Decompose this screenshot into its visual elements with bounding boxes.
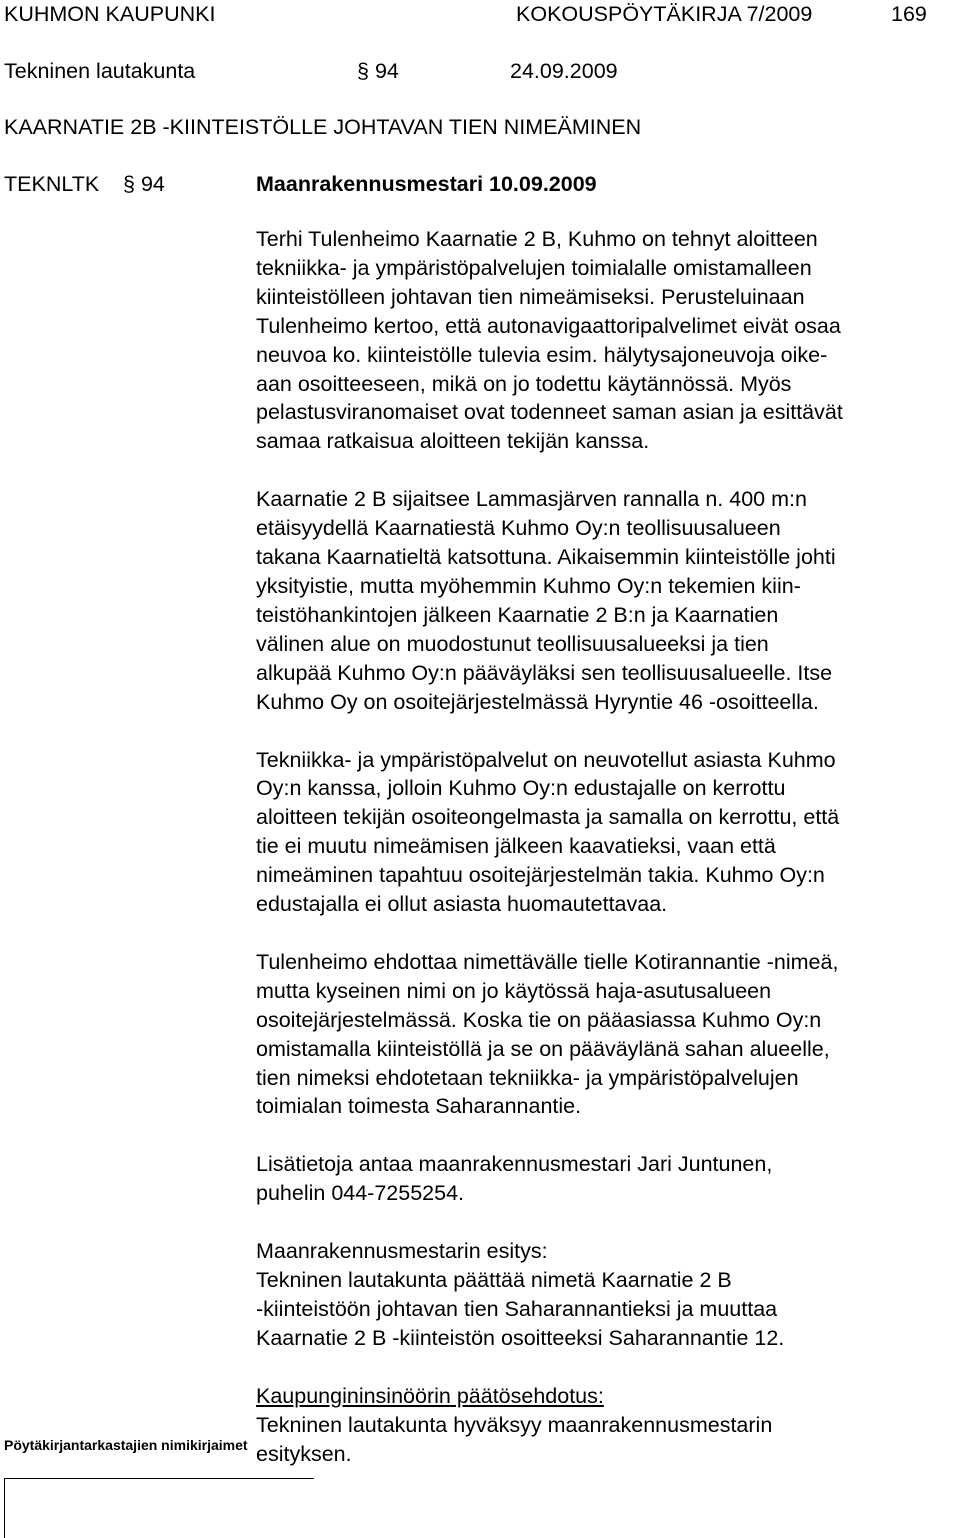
decision-text: Tekninen lautakunta hyväksyy maanrakennusmestarin esityksen.: [256, 1412, 773, 1466]
paragraph-contact: Lisätietoja antaa maanrakennusmestari Jari Juntunen, puhelin 044-7255254.: [256, 1152, 773, 1206]
presenter-heading: Maanrakennusmestari 10.09.2009: [256, 172, 597, 196]
page-number: 169: [891, 2, 927, 26]
proposal-text: Tekninen lautakunta päättää nimetä Kaarnatie 2 B -kiinteistöön johtavan tien Saharannantieksi ja muuttaa Kaarnatie 2 B -kiinteistön osoitteeksi Saharannantie 12.: [256, 1268, 785, 1350]
matter-tag: TEKNLTK: [4, 172, 100, 196]
section-sign: §: [357, 59, 369, 83]
section-number: [357, 57, 399, 86]
matter-title: KAARNATIE 2B -KIINTEISTÖLLE JOHTAVAN TIEN NIMEÄMINEN: [4, 115, 642, 139]
tag-section-sign: §: [123, 172, 135, 196]
footer-initials-label: Pöytäkirjantarkastajien nimikirjaimet: [4, 1437, 248, 1453]
footer-initials-box: [4, 1478, 5, 1538]
paragraph-location: Kaarnatie 2 B sijaitsee Lammasjärven rannalla n. 400 m:n etäisyydellä Kaarnatiestä Kuhmo Oy:n teollisuusalueen takana Kaarnatieltä katsottuna. Aikaisemmin kiinteistölle johti yksityistie, mutta myöhemmin Kuhmo Oy:n tekemien kiin- teistöhankintojen jälkeen Kaarnatie 2 B:n ja Kaarnatien välinen alue on muodostunut teollisuusalueeksi ja tien alkupää Kuhmo Oy:n pääväyläksi sen teollisuusalueelle. Itse Kuhmo Oy on osoitejärjestelmässä Hyryntie 46 -osoitteella.: [256, 487, 836, 714]
paragraph-initiative: Terhi Tulenheimo Kaarnatie 2 B, Kuhmo on tehnyt aloitteen tekniikka- ja ympäristöpalvelujen toimialalle omistamalleen kiinteistölleen johtavan tien nimeämiseksi. Perusteluinaan Tulenheimo kertoo, että autonavigaattoripalvelimet eivät osaa neuvoa ko. kiinteistölle tulevia esim. hälytysajoneuvoja oike- aan osoitteeseen, mikä on jo todettu käytännössä. Myös pelastusviranomaiset ovat todenneet saman asian ja esittävät samaa ratkaisua aloitteen tekijän kanssa.: [256, 227, 843, 454]
matter-section: [123, 170, 165, 199]
paragraph-negotiation: Tekniikka- ja ympäristöpalvelut on neuvotellut asiasta Kuhmo Oy:n kanssa, jolloin Kuhmo Oy:n edustajalle on kerrottu aloitteen tekijän osoiteongelmasta ja samalla on kerrottu, että tie ei muutu nimeämisen jälkeen kaavatieksi, vaan että nimeäminen tapahtuu osoitejärjestelmän takia. Kuhmo Oy:n edustajalla ei ollut asiasta huomautettavaa.: [256, 747, 840, 917]
footer-divider: [4, 1478, 314, 1479]
decision-heading: Kaupungininsinöörin päätösehdotus:: [256, 1383, 604, 1408]
board-name: Tekninen lautakunta: [4, 59, 196, 83]
proposal-heading: Maanrakennusmestarin esitys:: [256, 1239, 548, 1264]
matter-body: [256, 225, 956, 1469]
meeting-date: 24.09.2009: [510, 59, 618, 83]
section-number-value: 94: [374, 59, 399, 83]
paragraph-name-proposal: Tulenheimo ehdottaa nimettävälle tielle Kotirannantie -nimeä, mutta kyseinen nimi on jo käytössä haja-asutusalueen osoitejärjestelmässä. Koska tie on pääasiassa Kuhmo Oy:n omistamalla kiinteistöllä ja se on pääväylänä sahan alueelle, tien nimeksi ehdotetaan tekniikka- ja ympäristöpalvelujen toimialan toimesta Saharannantie.: [256, 949, 839, 1119]
tag-section-number: 94: [140, 172, 165, 196]
organization-name: KUHMON KAUPUNKI: [4, 2, 216, 26]
document-type: KOKOUSPÖYTÄKIRJA 7/2009: [516, 2, 813, 26]
